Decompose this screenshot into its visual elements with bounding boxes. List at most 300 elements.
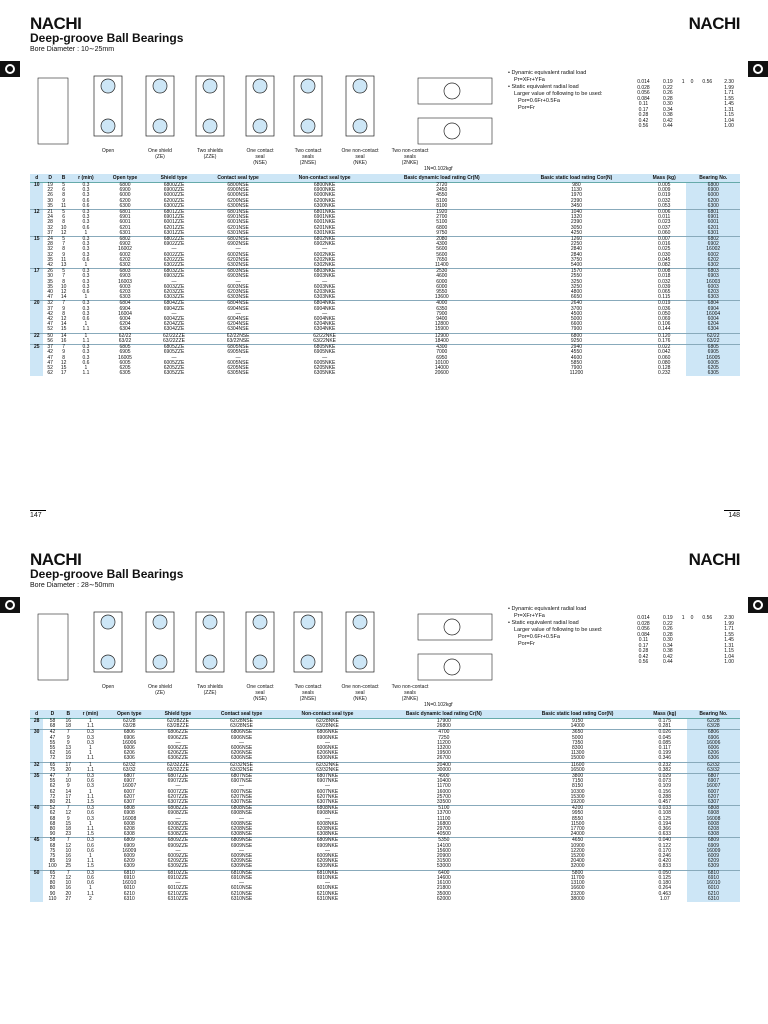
table-cell: 0.082 [657,262,671,269]
table-cell: 0.6 [82,359,90,366]
page-title: Deep-groove Ball Bearings [30,567,184,581]
table-cell: 62 [49,750,56,757]
table-cell: — [171,354,177,361]
table-cell: 11200 [437,739,451,746]
table-cell: 0.6 [82,202,90,209]
table-cell: 0.3 [82,219,90,226]
table-cell: 6003 [686,285,740,290]
ball-shape [301,615,315,629]
table-cell: 16600 [570,885,585,892]
ball-shape [203,655,217,669]
table-cell: 6303NSE [227,294,249,301]
table-cell: 6808 [687,806,740,812]
table-cell: 6006NSE [230,745,253,752]
table-cell: 16009 [122,847,137,854]
table-cell: 62/22 [102,333,149,339]
table-cell: 6302NSE [227,262,249,269]
factor-cell: 1.99 [724,620,734,627]
factor-cell: 0 [690,79,694,85]
table-cell: 0.3 [82,273,90,280]
table-cell: 6010NKE [316,885,339,892]
table-cell: 6901ZZE [163,214,185,221]
factor-cell: 0.11 [638,637,649,643]
table-cell: 6005NSE [227,359,249,366]
table-cell: 16007 [122,783,137,790]
table-cell: 2720 [373,183,511,189]
table-cell: 5800 [513,870,643,876]
table-cell: — [239,739,245,746]
table-cell: 0.3 [82,246,90,253]
table-cell: 6808NKE [280,806,375,812]
table-cell: 6205NKE [313,364,336,371]
table-cell: 16 [60,337,67,344]
table-cell: 6805NSE [200,345,277,351]
table-cell: 9 [66,734,70,741]
table-cell: 16002 [686,247,740,252]
table-cell: 6007ZZE [167,788,189,795]
table-cell: 6904NKE [313,305,336,312]
table-cell: — [171,278,177,285]
table-cell: 6001ZZE [163,219,185,226]
table-cell: 6600 [570,321,583,328]
table-cell: 0.016 [657,241,671,248]
table-cell: 80 [49,799,56,806]
table-cell: 18 [65,826,72,833]
table-cell: 8 [62,354,65,361]
table-cell: 1.1 [82,370,90,377]
factor-cell: 1.55 [724,95,734,102]
table-cell: 63/28 [687,724,740,730]
table-cell: 6310 [687,897,740,902]
table-cell: 6808NSE [203,806,280,812]
table-cell: 1130 [571,187,582,194]
factor-cell: 0.44 [662,659,673,665]
table-cell: 6306 [123,755,135,762]
table-cell: 5100 [436,197,448,204]
table-cell: 1 [89,853,92,860]
table-cell: 6306NSE [230,755,253,762]
table-cell: 6203NKE [313,289,336,296]
brand-logo-right: NACHI [688,14,740,33]
table-cell: 1 [84,321,88,328]
table-cell: 80 [49,880,56,887]
table-cell: 7250 [438,734,450,741]
table-cell: 0.033 [643,806,687,812]
table-cell: 6807NSE [203,774,280,780]
table-cell: 1320 [570,214,583,221]
header-row [30,710,740,719]
table-cell: 11400 [435,262,449,269]
table-cell: 6209ZZE [167,858,189,865]
table-cell: 6009NKE [316,853,339,860]
table-cell: 30 [30,730,43,736]
table-cell: 13 [60,262,67,269]
table-cell: 12800 [434,321,449,328]
table-cell: 0.6 [86,842,94,849]
table-cell: 0.3 [70,237,101,243]
table-cell: 6802 [102,237,149,243]
table-cell: 21 [43,210,56,216]
table-cell: 9 [66,783,70,790]
formula-line: Por=0.6Fr+0.5Fa [518,634,560,640]
table-cell: 6800 [686,183,740,189]
unit-note: 1N=0.102kgf [424,166,453,172]
table-cell: 7 [62,774,75,780]
table-cell: 26 [47,192,53,199]
header-row [30,174,740,183]
table-cell: 6909NSE [230,842,253,849]
table-cell: 6907ZZE [167,778,189,785]
table-cell: 2530 [373,269,511,275]
factor-cell: 1.71 [724,90,734,96]
table-cell: 8550 [572,815,584,822]
table-cell: — [324,880,330,887]
table-cell: 9 [62,349,65,356]
table-cell: 6202NSE [227,256,249,263]
table-cell: — [324,815,330,822]
ball-shape [353,655,367,669]
table-cell: 13700 [436,810,451,817]
table-cell: 1 [89,745,92,752]
table-cell: 6001NKE [313,219,336,226]
table-cell: 6908 [687,811,740,816]
table-cell: 6004 [119,316,131,323]
table-cell: 6006ZZE [167,745,189,752]
factor-cell: 0.17 [638,642,649,649]
table-cell: 6010ZZE [167,885,189,892]
factor-cell: 0.22 [662,620,673,627]
table-cell: 6010NSE [230,885,253,892]
table-cell: 3750 [570,256,583,263]
table-cell: 4550 [436,192,448,199]
factor-cell: 0.30 [662,101,673,107]
formula-line: Por=Fr [518,641,535,647]
table-cell: 17 [60,370,67,377]
table-cell: 6300 [686,204,740,210]
table-cell: 2640 [511,301,642,307]
table-cell: 58 [43,719,61,725]
table-cell: 50 [43,333,56,339]
table-cell: 4650 [513,838,643,844]
table-cell: 0.6 [82,197,90,204]
table-cell: 32 [30,762,43,768]
ball-shape [153,655,167,669]
table-cell: 16003 [686,280,740,285]
table-cell: 5 [57,210,70,216]
table-cell: 6902 [119,241,131,248]
factor-cell: 0.17 [638,106,649,113]
table-cell: 47 [47,359,53,366]
table-cell: 6003 [119,283,131,290]
table-cell: 28 [47,241,53,248]
table-cell: 16006 [687,741,740,746]
table-cell: 35000 [436,890,451,897]
table-cell: 0.3 [70,269,101,275]
ball-shape [101,79,115,93]
table-cell: 0.050 [657,310,671,317]
table-cell: 47 [47,321,53,328]
load-formula [508,70,602,112]
table-cell: 15900 [434,326,449,333]
table-cell: 6800 [511,333,642,339]
table-cell: 6001 [119,219,131,226]
table-cell: 16008 [687,817,740,822]
table-cell: 5000 [570,316,583,323]
table-cell: 0.3 [75,730,106,736]
table-cell: 6806NKE [280,730,375,736]
formula-line: Por=0.6Fr+0.5Fa [518,98,560,104]
factor-cell: 2.30 [724,79,734,85]
table-cell: 0.122 [658,842,671,849]
table-cell: 0.037 [657,224,671,231]
table-cell: 6807NKE [280,774,375,780]
table-cell: 10900 [570,842,585,849]
table-cell: 62/22NSE [200,333,277,339]
table-cell: 0.128 [657,364,671,371]
table-cell: 90 [49,831,56,838]
table-cell: 0.156 [658,788,671,795]
table-cell: 6906NKE [316,734,339,741]
table-cell: 5 [57,183,70,189]
table-cell: 55 [49,745,56,752]
table-cell: 6902ZZE [163,241,185,248]
table-cell: 32000 [570,863,585,870]
table-cell: 16006 [122,739,137,746]
table-cell: — [239,783,245,790]
table-cell: 6903NKE [313,273,336,280]
table-cell: 6205NSE [227,364,249,371]
column-header: d [30,710,43,719]
table-cell: 6301ZZE [163,229,185,236]
table-cell: 6301NSE [227,229,249,236]
table-cell: 55 [49,778,56,785]
factor-cell: 1.55 [724,631,734,638]
table-cell: 63/28ZZE [166,723,189,730]
table-cell: 6209NKE [316,858,339,865]
table-cell: 0.065 [657,289,671,296]
table-cell: 33500 [436,799,451,806]
table-cell: 0.011 [658,214,671,221]
table-cell: 23200 [570,890,585,897]
table-cell: 19200 [570,799,585,806]
table-cell: 13100 [570,880,585,887]
table-cell: 0.3 [75,806,106,812]
table-cell: 6302 [119,262,131,269]
table-cell: 38000 [570,895,585,902]
ball-shape [153,79,167,93]
table-cell: 63/28 [123,723,136,730]
table-cell: 62/22ZZE [149,333,200,339]
table-cell: 6804ZZE [149,301,200,307]
ball-shape [301,79,315,93]
table-cell: 6010 [123,885,135,892]
table-cell: 6000 [436,278,448,285]
table-cell: 6007NSE [230,788,253,795]
factor-cell [696,660,718,666]
table-cell: 6809 [687,838,740,844]
table-cell: 6908ZZE [167,810,189,817]
factor-cell: 0.028 [637,620,650,627]
table-cell: 26800 [436,723,451,730]
table-cell: 9 [66,739,70,746]
factor-cell: 1.45 [724,101,734,107]
formula-line: Por=Fr [518,105,535,111]
table-cell: 6909 [123,842,135,849]
table-cell: 35 [47,256,53,263]
table-cell: 7 [62,241,65,248]
bearing-tab-icon [0,597,20,613]
table-cell: 13 [65,745,72,752]
table-cell: 6805 [102,345,149,351]
table-cell: 5100 [436,219,448,226]
table-cell: 6009NSE [230,853,253,860]
table-cell: 6004 [686,317,740,322]
table-cell: 8300 [572,745,584,752]
table-cell: 6008NSE [230,820,253,827]
column-header: r (min) [70,174,101,183]
table-cell: 11700 [570,874,585,881]
catalog-page-bottom [0,536,768,1024]
table-cell: 25 [65,863,72,870]
table-cell: 30 [47,273,53,280]
table-cell: 0.3 [86,739,94,746]
column-header: Non-contact seal type [277,174,373,183]
table-cell: 6309NKE [316,863,339,870]
table-cell: 11100 [437,815,451,822]
table-cell: — [322,278,328,285]
table-cell: 6809ZZE [153,838,204,844]
column-header: r (min) [75,710,106,719]
table-cell: 9400 [436,316,448,323]
table-cell: 45 [30,838,43,844]
table-cell: 5350 [375,838,512,844]
table-cell: 1.1 [82,326,90,333]
table-cell: 7900 [436,310,448,317]
table-cell: 6904NSE [227,305,249,312]
table-cell: 90 [49,890,56,897]
table-cell: 63/32NSE [230,766,253,773]
table-cell [30,897,43,902]
ball-shape [253,119,267,133]
table-cell: 6810 [687,870,740,876]
table-cell: 6300 [119,202,131,209]
table-cell: 6210ZZE [167,890,189,897]
table-cell: 3800 [513,774,643,780]
column-header: Contact seal type [203,710,280,719]
formula-line: • Static equivalent radial load [508,84,579,90]
table-cell: 0.3 [70,183,101,189]
table-cell: 6803 [102,269,149,275]
ball-shape [253,79,267,93]
factor-cell: 1.45 [724,637,734,643]
table-cell: 20400 [570,858,585,865]
table-cell: 6903 [119,273,131,280]
table-cell: 1 [89,750,92,757]
table-cell: 0.053 [657,202,671,209]
table-cell: 6007NKE [316,788,339,795]
table-cell: 4250 [570,229,583,236]
table-cell: — [239,880,245,887]
factor-cell: 1.15 [724,648,734,654]
table-cell: — [324,847,330,854]
table-cell: 6005ZZE [163,359,185,366]
factor-cell: 0.28 [638,648,649,654]
table-cell: 6200NSE [227,197,249,204]
table-cell: 0.108 [658,810,671,817]
dimension-figure [38,78,68,144]
table-cell: 62/22NKE [277,333,373,339]
table-cell: 6905ZZE [163,349,185,356]
table-cell: 6207 [687,795,740,800]
table-cell: 16004 [118,310,132,317]
table-cell: 6910NKE [316,874,339,881]
table-cell: 1570 [511,269,642,275]
table-cell: 6201NSE [227,224,249,231]
column-header: B [57,174,70,183]
table-cell: 6803ZZE [149,269,200,275]
table-cell: 6000ZZE [163,192,185,199]
table-cell: 63/22ZZE [163,337,185,344]
table-cell: 10 [60,224,67,231]
table-cell: 6304NKE [313,326,336,333]
bearing-table [30,710,740,902]
factor-cell: 0.22 [662,84,673,91]
table-cell: 6809NSE [203,838,280,844]
table-cell: 42 [43,730,61,736]
table-cell: — [175,783,181,790]
table-cell: 0.3 [82,354,90,361]
table-cell: 32 [47,246,53,253]
table-cell: 12200 [570,847,585,854]
table-cell: 0.144 [657,326,671,333]
table-cell: 62/32 [687,762,740,768]
column-header: Non-contact seal type [280,710,375,719]
table-cell: 6304 [119,326,131,333]
table-cell: 63/32NKE [316,766,339,773]
table-cell: 32 [47,251,53,258]
table-cell: — [175,880,181,887]
table-cell: 0.115 [658,294,671,301]
table-cell: 6209 [123,858,135,865]
table-cell: 6350 [436,305,448,312]
table-cell: 14600 [436,874,451,881]
table-cell: 80 [49,885,56,892]
table-cell: 7 [62,806,75,812]
table-cell: 6804NSE [200,301,277,307]
table-cell: 0.3 [86,783,94,790]
table-cell: 75 [49,853,56,860]
table-cell: 7 [62,870,75,876]
column-header: Bearing No. [687,710,740,719]
factor-cell: 0.28 [662,95,673,102]
factor-cell: 0.56 [638,123,649,129]
table-cell: 0.3 [82,305,90,312]
table-cell: 16009 [687,849,740,854]
table-cell: 6802ZZE [149,237,200,243]
table-cell: 16002 [118,246,132,253]
table-cell: 6208ZZE [167,826,189,833]
table-cell: 6207ZZE [167,793,189,800]
table-cell: 6805 [686,345,740,351]
table-cell: 6800NKE [277,183,373,189]
ball-shape [203,119,217,133]
table-cell: 16 [65,885,72,892]
factor-cell: 0.084 [637,95,650,102]
table-cell: 6910 [123,874,135,881]
table-cell: 0.025 [657,246,671,253]
table-cell: 1.5 [86,863,94,870]
factor-cell: 0.26 [662,90,673,96]
